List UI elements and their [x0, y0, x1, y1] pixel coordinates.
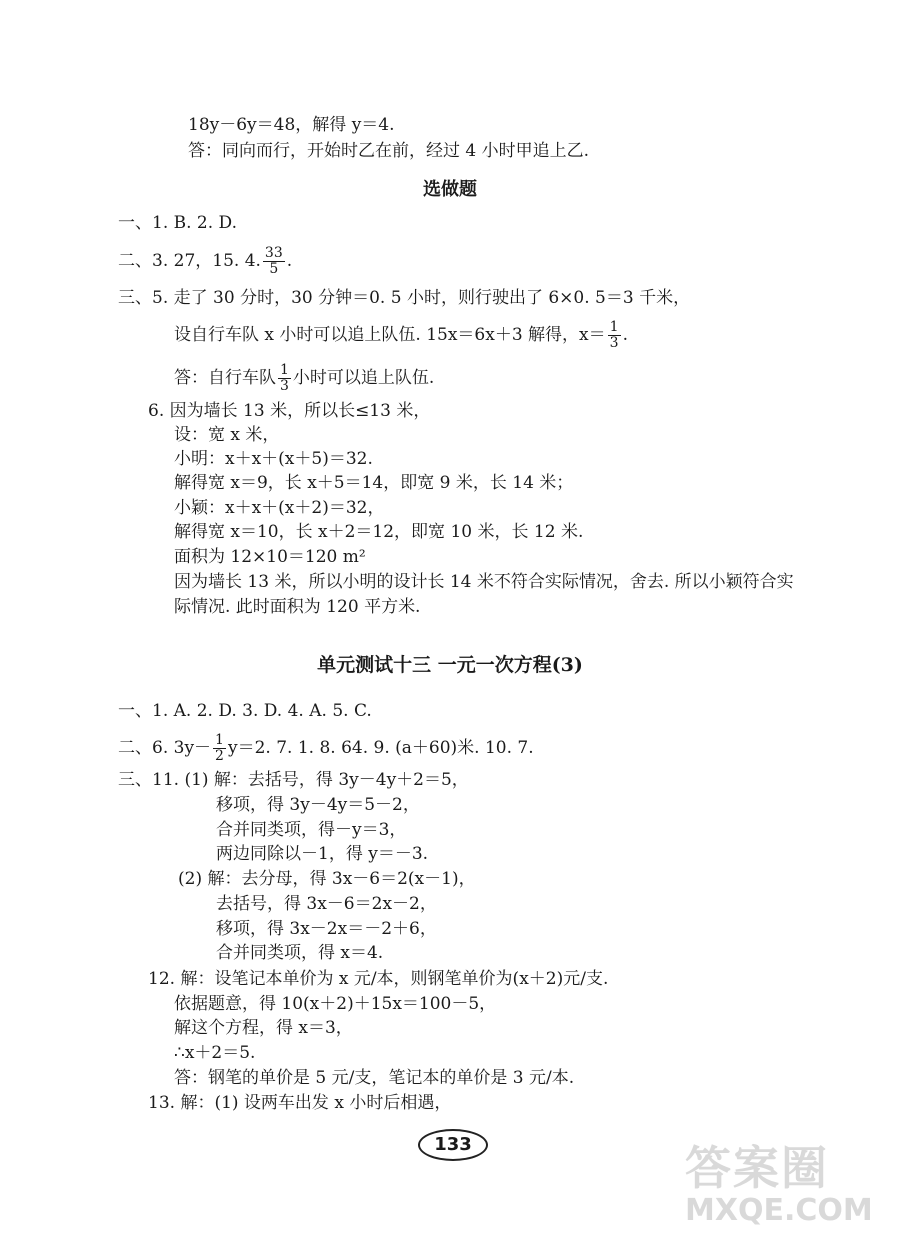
top-line-1: 18y－6y＝48，解得 y＝4.	[188, 115, 395, 135]
q11-line: 合并同类项，得－y＝3，	[216, 820, 407, 840]
watermark-logo	[685, 1142, 890, 1232]
q13-line: 13. 解：(1) 设两车出发 x 小时后相遇，	[148, 1093, 452, 1113]
top-line-2: 答：同向而行，开始时乙在前，经过 4 小时甲追上乙.	[188, 141, 590, 161]
q11-line: 移项，得 3y－4y＝5－2，	[216, 795, 420, 815]
answer-line-2: 二、6. 3y－ $\frac{1}{2}$ y＝2. 7. 1. 8. 64. 9. (a＋60)米. 10. 7.	[118, 732, 534, 764]
q11-line: (2) 解：去分母，得 3x－6＝2(x－1)，	[178, 869, 476, 889]
q5-line-1: 三、5. 走了 30 分时，30 分钟＝0. 5 小时，则行驶出了 6×0. 5＝3 千米，	[118, 288, 691, 308]
q12-line: 依据题意，得 10(x＋2)＋15x＝100－5，	[174, 994, 497, 1014]
q6-line: 际情况. 此时面积为 120 平方米.	[174, 597, 421, 617]
fraction: $\frac{1}{2}$	[215, 732, 224, 764]
answer-line-1: 一、1. B. 2. D.	[118, 213, 237, 233]
watermark-text: 答案圈	[685, 1141, 829, 1195]
q12-line: 答：钢笔的单价是 5 元/支，笔记本的单价是 3 元/本.	[174, 1068, 575, 1088]
q6-line: 设：宽 x 米，	[174, 425, 280, 445]
section-title-unit-test: 单元测试十三 一元一次方程(3)	[317, 654, 583, 676]
answer-line-1: 一、1. A. 2. D. 3. D. 4. A. 5. C.	[118, 701, 372, 721]
q6-line: 面积为 12×10＝120 m²	[174, 547, 366, 567]
fraction: $\frac{33}{5}$	[264, 245, 283, 277]
q6-line: 解得宽 x＝10，长 x＋2＝12，即宽 10 米，长 12 米.	[174, 522, 584, 542]
q11-line: 合并同类项，得 x＝4.	[216, 943, 384, 963]
answer-line-2: 二、3. 27，15. 4. $\frac{33}{5}$ .	[118, 245, 293, 277]
fraction: $\frac{1}{3}$	[280, 362, 289, 394]
q12-line: 解这个方程，得 x＝3，	[174, 1018, 353, 1038]
page-number: 133	[418, 1129, 488, 1161]
q11-line: 三、11. (1) 解：去括号，得 3y－4y＋2＝5，	[118, 770, 469, 790]
watermark-url: MXQE.COM	[685, 1193, 873, 1228]
q11-line: 两边同除以－1，得 y＝－3.	[216, 844, 429, 864]
q5-line-3: 答：自行车队 $\frac{1}{3}$ 小时可以追上队伍.	[174, 362, 435, 394]
q12-line: ∴x＋2＝5.	[174, 1043, 256, 1063]
fraction: $\frac{1}{3}$	[609, 319, 619, 351]
q11-line: 去括号，得 3x－6＝2x－2，	[216, 894, 437, 914]
q11-line: 移项，得 3x－2x＝－2＋6，	[216, 919, 437, 939]
q6-line: 解得宽 x＝9，长 x＋5＝14，即宽 9 米，长 14 米；	[174, 473, 574, 493]
q6-line: 因为墙长 13 米，所以小明的设计长 14 米不符合实际情况，舍去. 所以小颖符合实	[174, 572, 794, 592]
q6-line: 6. 因为墙长 13 米，所以长≤13 米，	[148, 401, 431, 421]
q5-line-2: 设自行车队 x 小时可以追上队伍. 15x＝6x＋3 解得，x＝ $\frac{1}{3}$ .	[174, 319, 628, 351]
q12-line: 12. 解：设笔记本单价为 x 元/本，则钢笔单价为(x＋2)元/支.	[148, 969, 609, 989]
section-title-optional: 选做题	[423, 179, 477, 200]
q6-line: 小明：x＋x＋(x＋5)＝32.	[174, 449, 373, 469]
q6-line: 小颖：x＋x＋(x＋2)＝32，	[174, 498, 385, 518]
